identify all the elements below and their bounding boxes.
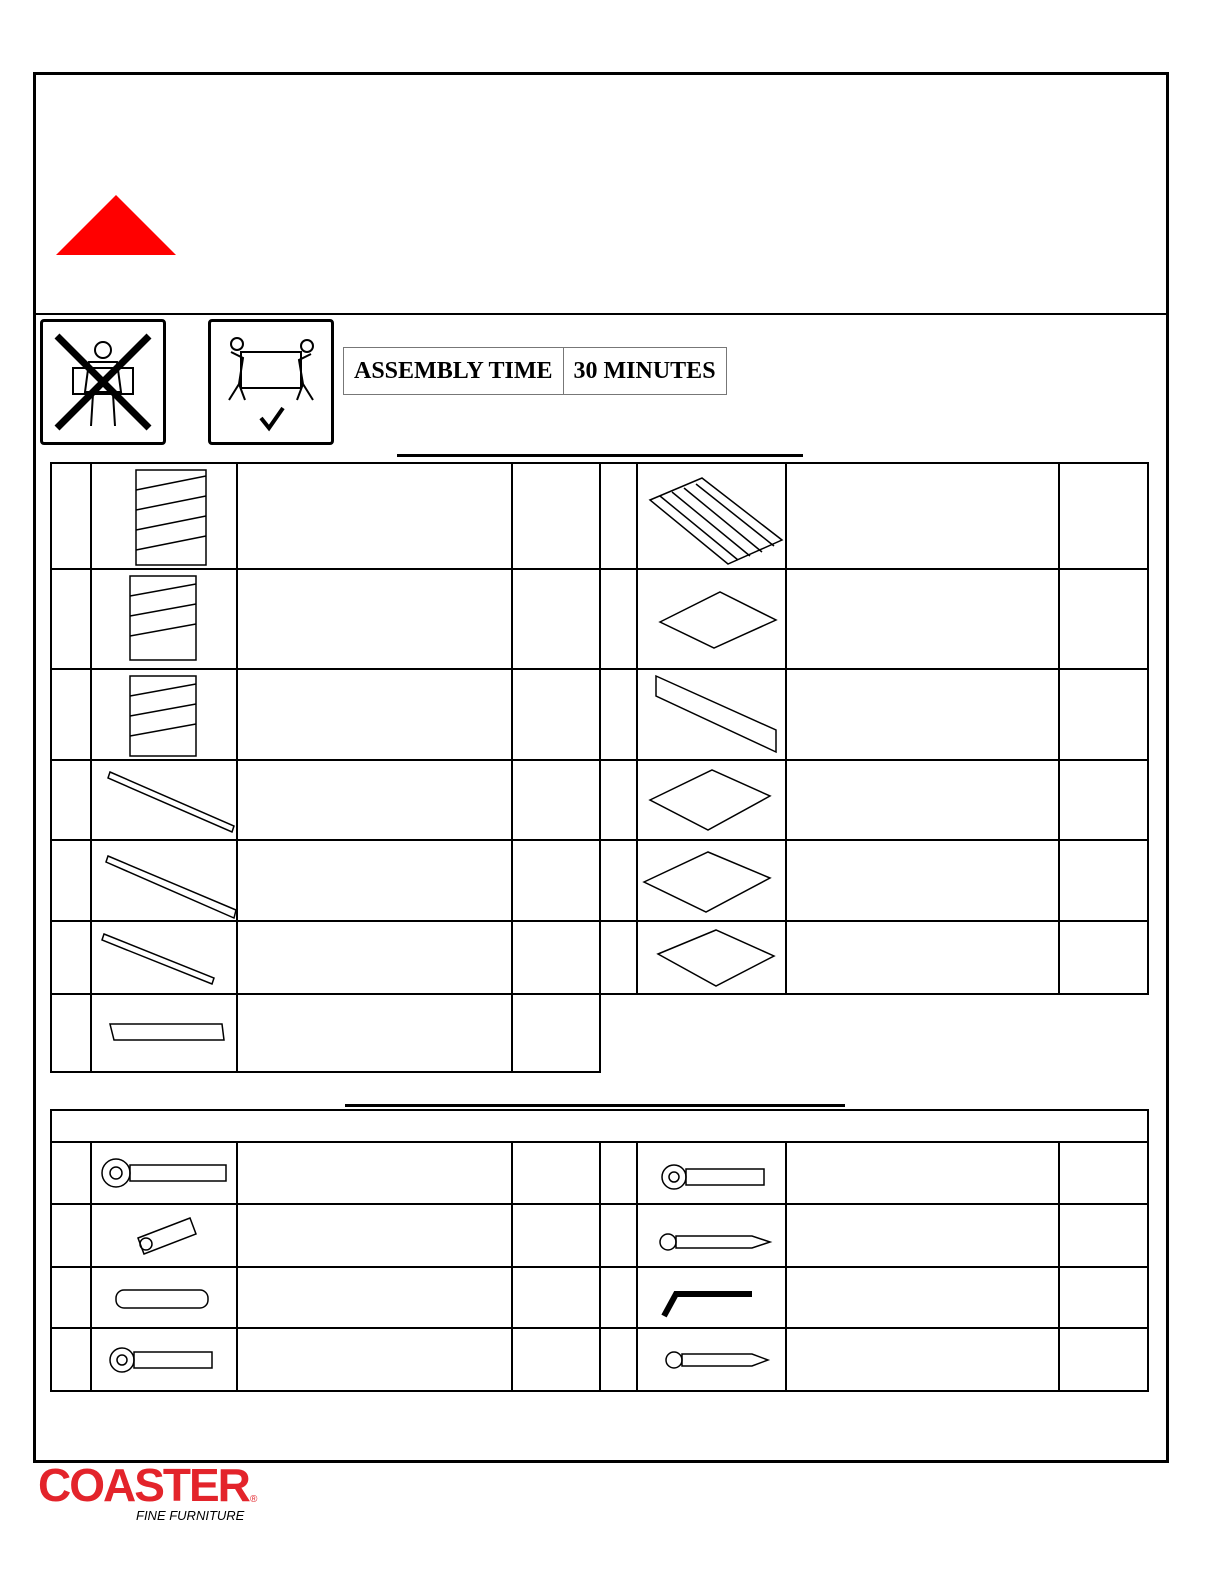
assembly-time-value: 30 MINUTES bbox=[573, 358, 716, 384]
barrel-nut-icon bbox=[138, 1218, 196, 1254]
wood-screw-long-icon bbox=[660, 1234, 770, 1250]
wood-screw-short-icon bbox=[666, 1352, 768, 1368]
wood-dowel-icon bbox=[116, 1290, 208, 1308]
registered-mark: ® bbox=[250, 1494, 258, 1505]
brand-tagline: FINE FURNITURE bbox=[136, 1508, 245, 1523]
allen-key-icon bbox=[664, 1294, 752, 1316]
assembly-time-label: ASSEMBLY TIME bbox=[354, 358, 553, 384]
brand-name: COASTER bbox=[38, 1459, 249, 1511]
medium-bolt-icon bbox=[110, 1348, 212, 1372]
coaster-logo bbox=[38, 1459, 258, 1523]
long-bolt-icon bbox=[102, 1159, 226, 1187]
short-bolt-icon bbox=[662, 1165, 764, 1189]
